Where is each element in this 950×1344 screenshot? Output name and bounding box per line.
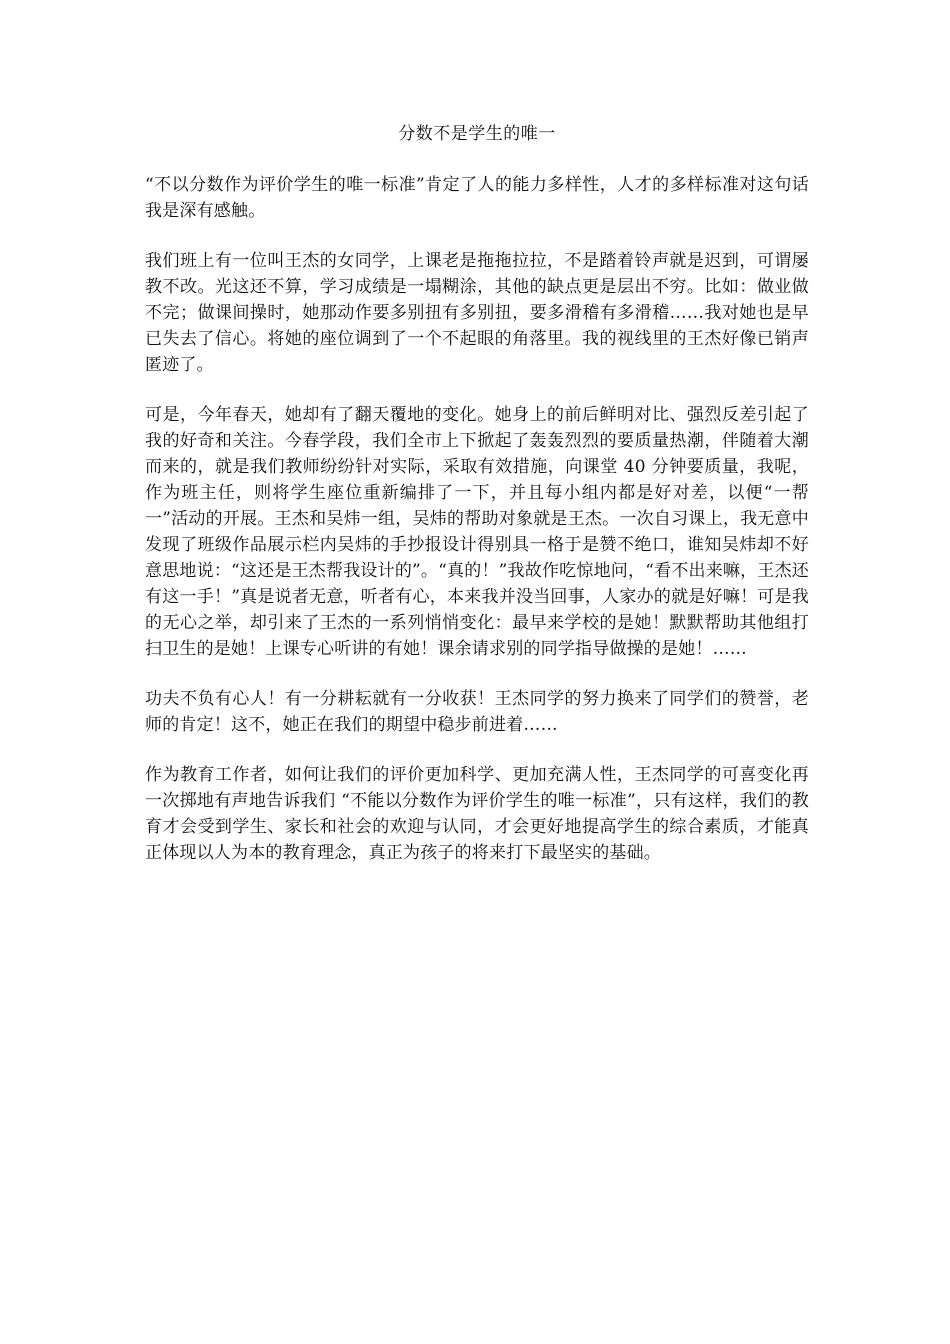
paragraph-student-description: 我们班上有一位叫王杰的女同学，上课老是拖拖拉拉，不是踏着铃声就是迟到，可谓屡教不改。光这还不算，学习成绩是一塌糊涂，其他的缺点更是层出不穷。比如：做业做不完；做课间操时，她那动作要多别扭有多别扭，要多滑稽有多滑稽……我对她也是早已失去了信心。将她的座位调到了一个不起眼的角落里。我的视线里的王杰好像已销声匿迹了。 — [145, 251, 809, 375]
paragraph-spring-change: 可是，今年春天，她却有了翻天覆地的变化。她身上的前后鲜明对比、强烈反差引起了我的好奇和关注。今春学段，我们全市上下掀起了轰轰烈烈的要质量热潮，伴随着大潮而来的，就是我们教师纷纷针对实际，采取有效措施，向课堂 40 分钟要质量，我呢，作为班主任，则将学生座位重新编排了一下，并且每小组内都是好对差，以便“一帮一”活动的开展。王杰和吴炜一组，吴炜的帮助对象就是王杰。一次自习课上，我无意中发现了班级作品展示栏内吴炜的手抄报设计得别具一格于是赞不绝口，谁知吴炜却不好意思地说：“这还是王杰帮我设计的”。“真的！”我故作吃惊地问，“看不出来嘛，王杰还有这一手！”真是说者无意，听者有心，本来我并没当回事，人家办的就是好嘛！可是我的无心之举，却引来了王杰的一系列悄悄变化：最早来学校的是她！默默帮助其他组打扫卫生的是她！上课专心听讲的有她！课余请求别的同学指导做操的是她！…… — [145, 405, 809, 659]
document-page — [145, 122, 809, 890]
paragraph-reward: 功夫不负有心人！有一分耕耘就有一分收获！王杰同学的努力换来了同学们的赞誉，老师的肯定！这不，她正在我们的期望中稳步前进着…… — [145, 689, 809, 735]
document-title: 分数不是学生的唯一 — [398, 124, 556, 144]
paragraph-intro: “不以分数作为评价学生的唯一标准”肯定了人的能力多样性，人才的多样标准对这句话我是深有感触。 — [145, 175, 809, 221]
paragraph-conclusion: 作为教育工作者，如何让我们的评价更加科学、更加充满人性，王杰同学的可喜变化再一次掷地有声地告诉我们 “不能以分数作为评价学生的唯一标准”，只有这样，我们的教育才会受到学生、家长和社会的欢迎与认同，才会更好地提高学生的综合素质，才能真正体现以人为本的教育理念，真正为孩子的将来打下最坚实的基础。 — [145, 765, 809, 863]
